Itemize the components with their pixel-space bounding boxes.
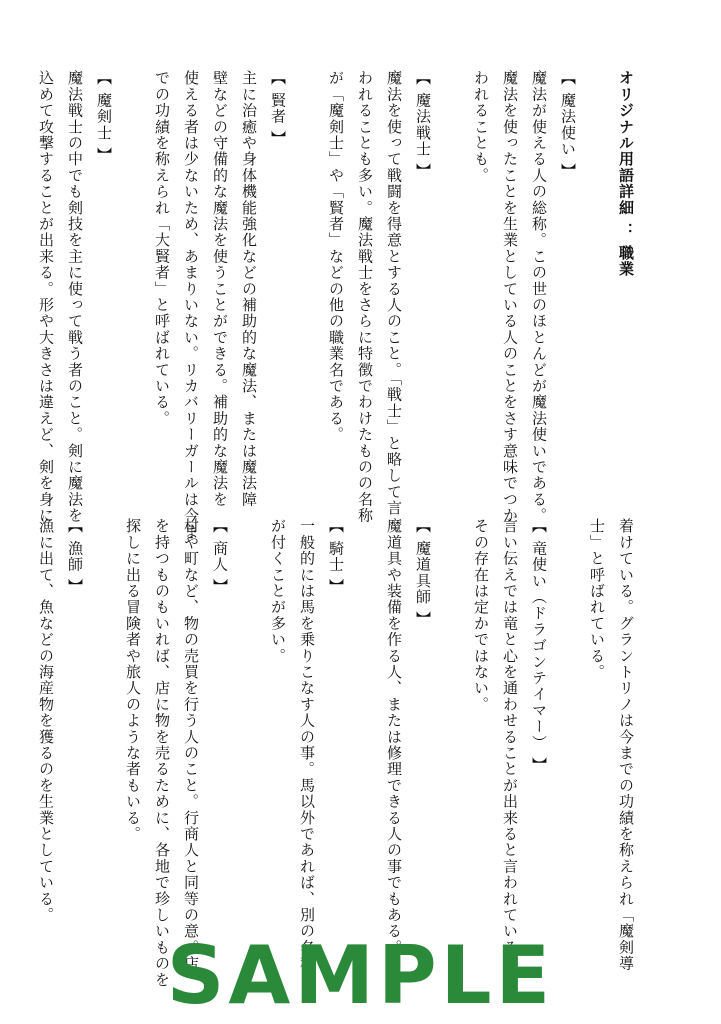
text-line: 魔法を使ったことを生業としている人のことをさす意味でつか [501, 70, 519, 524]
term-heading-kishi: 【 騎士 】 [327, 518, 345, 595]
text-line: 漁に出て、魚などの海産物を獲るのを生業としている。 [37, 518, 55, 923]
text-line: 一般的には馬を乗りこなす人の事。馬以外であれば、別の名称 [298, 518, 316, 972]
text-line: 主に治癒や身体機能強化などの補助的な魔法、または魔法障 [240, 70, 258, 508]
text-line: での功績を称えられ「大賢者」と呼ばれている。 [153, 70, 171, 427]
text-line: 使える者は少ないため、あまりいない。リカバリーガールは今ま [182, 70, 200, 540]
text-line: 魔法を使って戦闘を得意とする人のこと。「戦士」と略して言 [385, 70, 403, 517]
text-line: 着けている。グラントリノは今までの功績を称えられ「魔剣導 [617, 518, 635, 972]
text-line: われることも多い。魔法戦士をさらに特徴でわけたものの名称 [356, 70, 374, 524]
term-heading-makenshi: 【 魔剣士 】 [95, 70, 113, 163]
term-heading-madougushi: 【 魔道具師 】 [414, 518, 432, 628]
text-line: 探しに出る冒険者や旅人のような者もいる。 [124, 518, 142, 842]
text-line: 士」と呼ばれている。 [588, 518, 606, 680]
text-line: 言い伝えでは竜と心を通わせることが出来ると言われている。 [501, 518, 519, 972]
text-line: が「魔剣士」や「賢者」などの他の職業名である。 [327, 70, 345, 443]
term-heading-ryoushi: 【 漁師 】 [66, 518, 84, 595]
text-line: 魔道具や装備を作る人、または修理できる人の事でもある。 [385, 518, 403, 956]
term-heading-mahoutsukai: 【 魔法使い 】 [559, 70, 577, 180]
text-line: 込めて攻撃することが出来る。形や大きさは違えど、剣を身に [37, 70, 55, 524]
text-line: が付くことが多い。 [269, 518, 287, 664]
page-heading: オリジナル用語詳細 ： 職業 [617, 70, 635, 278]
bottom-text-block [24, 518, 633, 988]
text-line: を持つものもいれば、店に物を売るために、各地で珍しいものを [153, 518, 171, 988]
text-line: 村や町など、物の売買を行う人のこと。行商人と同等の意。店 [182, 518, 200, 972]
term-heading-shounin: 【 商人 】 [211, 518, 229, 595]
top-text-block [24, 70, 633, 540]
term-heading-ryuutsukai: 【 竜使い（ドラゴンテイマー） 】 [530, 518, 548, 773]
text-line: 魔法戦士の中でも剣技を主に使って戦う者のこと。剣に魔法を [66, 70, 84, 524]
term-heading-mahousenshi: 【 魔法戦士 】 [414, 70, 432, 180]
term-heading-kenja: 【 賢者 】 [269, 70, 287, 147]
text-line: その存在は定かではない。 [472, 518, 490, 713]
text-line: われることも。 [472, 70, 490, 184]
text-line: 魔法が使える人の総称。この世のほとんどが魔法使いである。 [530, 70, 548, 524]
sample-watermark: SAMPLE [166, 929, 555, 1022]
text-line: 壁などの守備的な魔法を使うことができる。補助的な魔法を [211, 70, 229, 508]
